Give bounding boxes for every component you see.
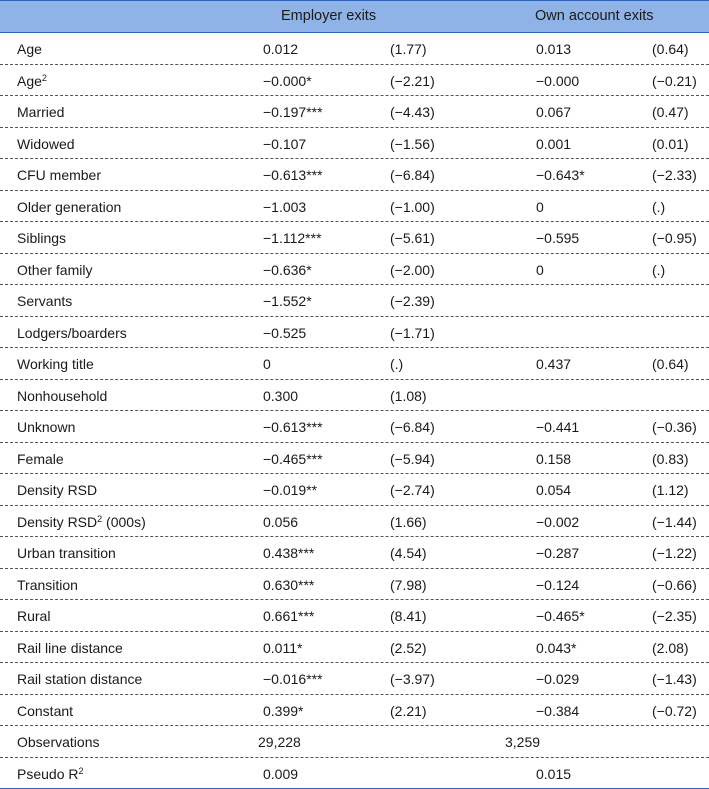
table-row (0, 506, 709, 538)
row-label: Transition (17, 577, 78, 593)
table-row (0, 537, 709, 569)
own-t-stat: (−0.72) (652, 703, 697, 719)
employer-coefficient: −0.636* (263, 262, 312, 278)
employer-t-stat: (1.66) (390, 514, 427, 530)
table-row (0, 222, 709, 254)
employer-coefficient: −0.613*** (263, 167, 323, 183)
own-t-stat: (0.64) (652, 41, 689, 57)
own-coefficient: −0.002 (536, 514, 579, 530)
row-label: Lodgers/boarders (17, 325, 127, 341)
employer-t-stat: (7.98) (390, 577, 427, 593)
row-label: Rail station distance (17, 671, 142, 687)
row-label: Older generation (17, 199, 121, 215)
observations-row (0, 726, 709, 758)
row-label: Married (17, 104, 64, 120)
own-pseudo-r2: 0.015 (536, 766, 571, 782)
employer-t-stat: (−2.39) (390, 293, 435, 309)
own-coefficient: −0.029 (536, 671, 579, 687)
own-t-stat: (−2.35) (652, 608, 697, 624)
row-label: Widowed (17, 136, 75, 152)
table-row (0, 128, 709, 160)
employer-coefficient: −0.465*** (263, 451, 323, 467)
row-label: Constant (17, 703, 73, 719)
employer-t-stat: (−2.00) (390, 262, 435, 278)
employer-t-stat: (.) (390, 356, 403, 372)
table-row (0, 411, 709, 443)
own-t-stat: (−1.44) (652, 514, 697, 530)
employer-t-stat: (−1.00) (390, 199, 435, 215)
own-t-stat: (−0.95) (652, 230, 697, 246)
employer-exits-header: Employer exits (281, 8, 376, 24)
own-coefficient: 0.054 (536, 482, 571, 498)
employer-t-stat: (−1.56) (390, 136, 435, 152)
row-label: Servants (17, 293, 72, 309)
pseudo-r2-row (0, 758, 709, 789)
own-coefficient: −0.595 (536, 230, 579, 246)
employer-t-stat: (−6.84) (390, 167, 435, 183)
own-coefficient: −0.287 (536, 545, 579, 561)
employer-observations: 29,228 (258, 734, 301, 750)
own-t-stat: (.) (652, 262, 665, 278)
employer-t-stat: (−1.71) (390, 325, 435, 341)
employer-coefficient: 0.661*** (263, 608, 314, 624)
row-label: Unknown (17, 419, 75, 435)
employer-coefficient: −1.112*** (263, 230, 322, 246)
employer-coefficient: 0.056 (263, 514, 298, 530)
own-coefficient: −0.000 (536, 73, 579, 89)
own-coefficient: 0.437 (536, 356, 571, 372)
table-body (0, 33, 709, 789)
employer-coefficient: −1.003 (263, 199, 306, 215)
employer-coefficient: −0.613*** (263, 419, 323, 435)
table-row (0, 663, 709, 695)
employer-coefficient: −0.107 (263, 136, 306, 152)
employer-coefficient: 0.012 (263, 41, 298, 57)
employer-coefficient: 0.399* (263, 703, 303, 719)
own-t-stat: (−1.43) (652, 671, 697, 687)
own-coefficient: −0.465* (536, 608, 585, 624)
employer-t-stat: (1.08) (390, 388, 427, 404)
table-row (0, 632, 709, 664)
row-label: Pseudo $R^2$ (17, 766, 84, 782)
row-label: Observations (17, 734, 99, 750)
table-header (0, 0, 709, 33)
own-t-stat: (−0.36) (652, 419, 697, 435)
employer-t-stat: (1.77) (390, 41, 427, 57)
own-coefficient: 0.001 (536, 136, 571, 152)
own-t-stat: (−2.33) (652, 167, 697, 183)
employer-t-stat: (4.54) (390, 545, 427, 561)
employer-coefficient: 0.300 (263, 388, 298, 404)
table-row (0, 600, 709, 632)
own-t-stat: (0.83) (652, 451, 689, 467)
own-coefficient: 0 (536, 262, 544, 278)
employer-coefficient: 0 (263, 356, 271, 372)
employer-t-stat: (−2.21) (390, 73, 435, 89)
table-row (0, 317, 709, 349)
row-label: Rail line distance (17, 640, 123, 656)
own-coefficient: 0 (536, 199, 544, 215)
employer-t-stat: (−5.61) (390, 230, 435, 246)
row-label: Age$^2$ (17, 73, 47, 89)
employer-t-stat: (2.21) (390, 703, 427, 719)
own-coefficient: 0.067 (536, 104, 571, 120)
employer-coefficient: −0.016*** (263, 671, 323, 687)
employer-coefficient: 0.011* (263, 640, 302, 656)
employer-coefficient: −0.525 (263, 325, 306, 341)
employer-t-stat: (−4.43) (390, 104, 435, 120)
row-label: Female (17, 451, 64, 467)
table-row (0, 348, 709, 380)
employer-t-stat: (−5.94) (390, 451, 435, 467)
employer-t-stat: (−3.97) (390, 671, 435, 687)
employer-coefficient: 0.630*** (263, 577, 314, 593)
row-label: Rural (17, 608, 50, 624)
own-t-stat: (0.01) (652, 136, 689, 152)
employer-coefficient: −0.000* (263, 73, 312, 89)
own-coefficient: −0.384 (536, 703, 579, 719)
row-label: Working title (17, 356, 94, 372)
own-coefficient: −0.441 (536, 419, 579, 435)
table-row (0, 191, 709, 223)
table-row (0, 254, 709, 286)
own-t-stat: (1.12) (652, 482, 689, 498)
table-row (0, 380, 709, 412)
row-label: Nonhousehold (17, 388, 107, 404)
own-t-stat: (−0.66) (652, 577, 697, 593)
employer-t-stat: (−2.74) (390, 482, 435, 498)
own-t-stat: (2.08) (652, 640, 689, 656)
table-row (0, 474, 709, 506)
row-label: Other family (17, 262, 92, 278)
own-coefficient: −0.124 (536, 577, 579, 593)
own-t-stat: (0.64) (652, 356, 689, 372)
table-row (0, 443, 709, 475)
employer-pseudo-r2: 0.009 (263, 766, 298, 782)
employer-coefficient: −0.197*** (263, 104, 323, 120)
own-account-exits-header: Own account exits (535, 8, 653, 24)
row-label: Urban transition (17, 545, 116, 561)
table-row (0, 96, 709, 128)
row-label: Siblings (17, 230, 66, 246)
table-row (0, 65, 709, 97)
table-row (0, 569, 709, 601)
table-row (0, 285, 709, 317)
row-label: Density RSD (17, 482, 97, 498)
row-label: Age (17, 41, 42, 57)
own-coefficient: 0.158 (536, 451, 571, 467)
own-t-stat: (.) (652, 199, 665, 215)
row-label: CFU member (17, 167, 101, 183)
table-row (0, 695, 709, 727)
own-coefficient: 0.043* (536, 640, 576, 656)
own-coefficient: 0.013 (536, 41, 571, 57)
own-observations: 3,259 (505, 734, 540, 750)
row-label: Density RSD$^2$ (000s) (17, 514, 146, 530)
own-t-stat: (−0.21) (652, 73, 697, 89)
employer-t-stat: (2.52) (390, 640, 427, 656)
employer-coefficient: −1.552* (263, 293, 312, 309)
employer-coefficient: −0.019** (263, 482, 317, 498)
own-t-stat: (−1.22) (652, 545, 697, 561)
table-row (0, 33, 709, 65)
employer-coefficient: 0.438*** (263, 545, 314, 561)
employer-t-stat: (8.41) (390, 608, 427, 624)
table-row (0, 159, 709, 191)
own-coefficient: −0.643* (536, 167, 585, 183)
employer-t-stat: (−6.84) (390, 419, 435, 435)
own-t-stat: (0.47) (652, 104, 689, 120)
